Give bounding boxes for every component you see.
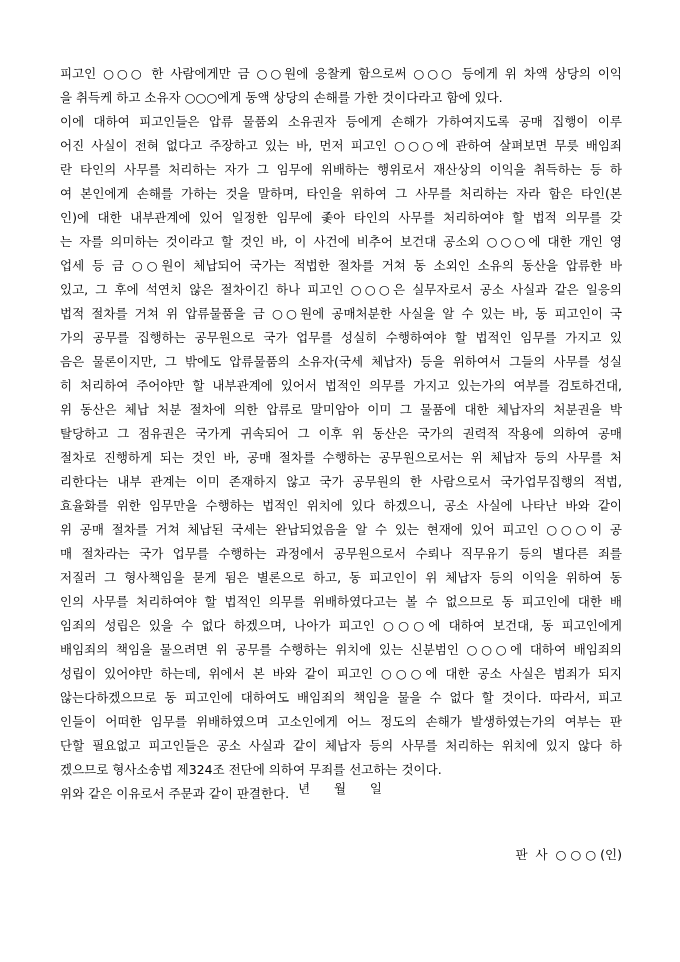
text-line: 란 타인의 사무를 처리하는 자가 그 임무에 위배하는 행위로서 재산상의 이익을 취득하는 등 하: [60, 162, 622, 177]
text-line: 단할 필요없고 피고인들은 공소 사실과 같이 체납자 등의 사무를 처리하는 위치에 있지 않다 하: [60, 738, 622, 753]
document-body: [60, 62, 622, 806]
judgment-date: 년 월 일: [298, 781, 382, 796]
text-line: 성립이 있어야만 하는데, 위에서 본 바와 같이 피고인 ○○○에 대한 공소 사실은 범죄가 되지: [60, 666, 622, 681]
text-line: 매 절차라는 국가 업무를 수행하는 과정에서 공무원으로서 수뢰나 직무유기 등의 별다른 죄를: [60, 546, 622, 561]
text-line: 을 취득케 하고 소유자 ○○○에게 동액 상당의 손해를 가한 것이다라고 함에 있다.: [60, 90, 503, 105]
text-line: 인)에 대한 내부관계에 있어 일정한 임무에 좇아 타인의 사무를 처리하여야 할 법적 의무를 갖: [60, 210, 622, 225]
text-line: 음은 물론이지만, 그 밖에도 압류물품의 소유자(국세 체납자) 등을 위하여서 그들의 사무를 성실: [60, 354, 622, 369]
text-line: 인들이 어떠한 임무를 위배하였으며 고소인에게 어느 정도의 손해가 발생하였는가의 여부는 판: [60, 714, 622, 729]
text-line: 위 동산은 체납 처분 절차에 의한 압류로 말미암아 이미 그 물품에 대한 체납자의 처분권을 박: [60, 402, 622, 417]
text-line: 저질러 그 형사책임을 묻게 됨은 별론으로 하고, 동 피고인이 위 체납자 등의 이익을 위하여 동: [60, 570, 622, 585]
text-line: 인의 사무를 처리하여야 할 법적인 의무를 위배하였다고는 볼 수 없으므로 동 피고인에 대한 배: [60, 594, 622, 609]
text-line: 절차로 진행하게 되는 것인 바, 공매 절차를 수행하는 공무원으로서는 위 체납자 등의 사무를 처: [60, 450, 622, 465]
text-line: 있고, 그 후에 석연치 않은 절차이긴 하나 피고인 ○○○은 실무자로서 공소 사실과 같은 일응의: [60, 282, 622, 297]
judge-signature: 판 사 ○ ○ ○ (인): [515, 847, 622, 862]
text-line: 리한다는 내부 관계는 이미 존재하지 않고 국가 공무원의 한 사람으로서 국가업무집행의 적법,: [60, 474, 622, 489]
text-line: 어진 사실이 전혀 없다고 주장하고 있는 바, 먼저 피고인 ○○○에 관하여 살펴보면 무릇 배임죄: [60, 138, 622, 153]
text-line: 피고인 ○○○ 한 사람에게만 금 ○○원에 응찰케 함으로써 ○○○ 등에게 위 차액 상당의 이익: [60, 66, 622, 81]
text-line: 위와 같은 이유로서 주문과 같이 판결한다.: [60, 786, 290, 801]
text-line: 업세 등 금 ○○원이 체납되어 국가는 적법한 절차를 거쳐 동 소외인 소유의 동산을 압류한 바: [60, 258, 622, 273]
text-line: 가의 공무를 집행하는 공무원으로 국가 업무를 성실히 수행하여야 할 법적인 임무를 가지고 있: [60, 330, 622, 345]
text-line: 위 공매 절차를 거쳐 체납된 국세는 완납되었음을 알 수 있는 현재에 있어 피고인 ○○○이 공: [60, 522, 622, 537]
text-line: 효율화를 위한 임무만을 수행하는 법적인 위치에 있다 하겠으니, 공소 사실에 나타난 바와 같이: [60, 498, 622, 513]
text-line: 배임죄의 책임을 물으려면 위 공무를 수행하는 위치에 있는 신분범인 ○○○에 대하여 배임죄의: [60, 642, 622, 657]
text-line: 탈당하고 그 점유권은 국가게 귀속되어 그 이후 위 동산은 국가의 권력적 작용에 의하여 공매: [60, 426, 622, 441]
text-line: 임죄의 성립은 있을 수 없다 하겠으며, 나아가 피고인 ○○○에 대하여 보건대, 동 피고인에게: [60, 618, 622, 633]
text-line: 겠으므로 형사소송법 제324조 전단에 의하여 무죄를 선고하는 것이다.: [60, 762, 442, 777]
text-line: 히 처리하여 주어야만 할 내부관계에 있어서 법적인 의무를 가지고 있는가의 여부를 검토하건대,: [60, 378, 622, 393]
text-line: 법적 절차를 거쳐 위 압류물품을 금 ○○원에 공매처분한 사실을 알 수 있는 바, 동 피고인이 국: [60, 306, 622, 321]
text-line: 이에 대하여 피고인들은 압류 물품외 소유권자 등에게 손해가 가하여지도록 공매 집행이 이루: [60, 114, 622, 129]
text-line: 않는다하겠으므로 동 피고인에 대하여도 배임죄의 책임을 물을 수 없다 할 것이다. 따라서, 피고: [60, 690, 622, 705]
text-line: 여 본인에게 손해를 가하는 것을 말하며, 타인을 위하여 그 사무를 처리하는 자라 함은 타인(본: [60, 186, 622, 201]
text-line: 는 자를 의미하는 것이라고 할 것인 바, 이 사건에 비추어 보건대 공소외 ○○○에 대한 개인 영: [60, 234, 622, 249]
